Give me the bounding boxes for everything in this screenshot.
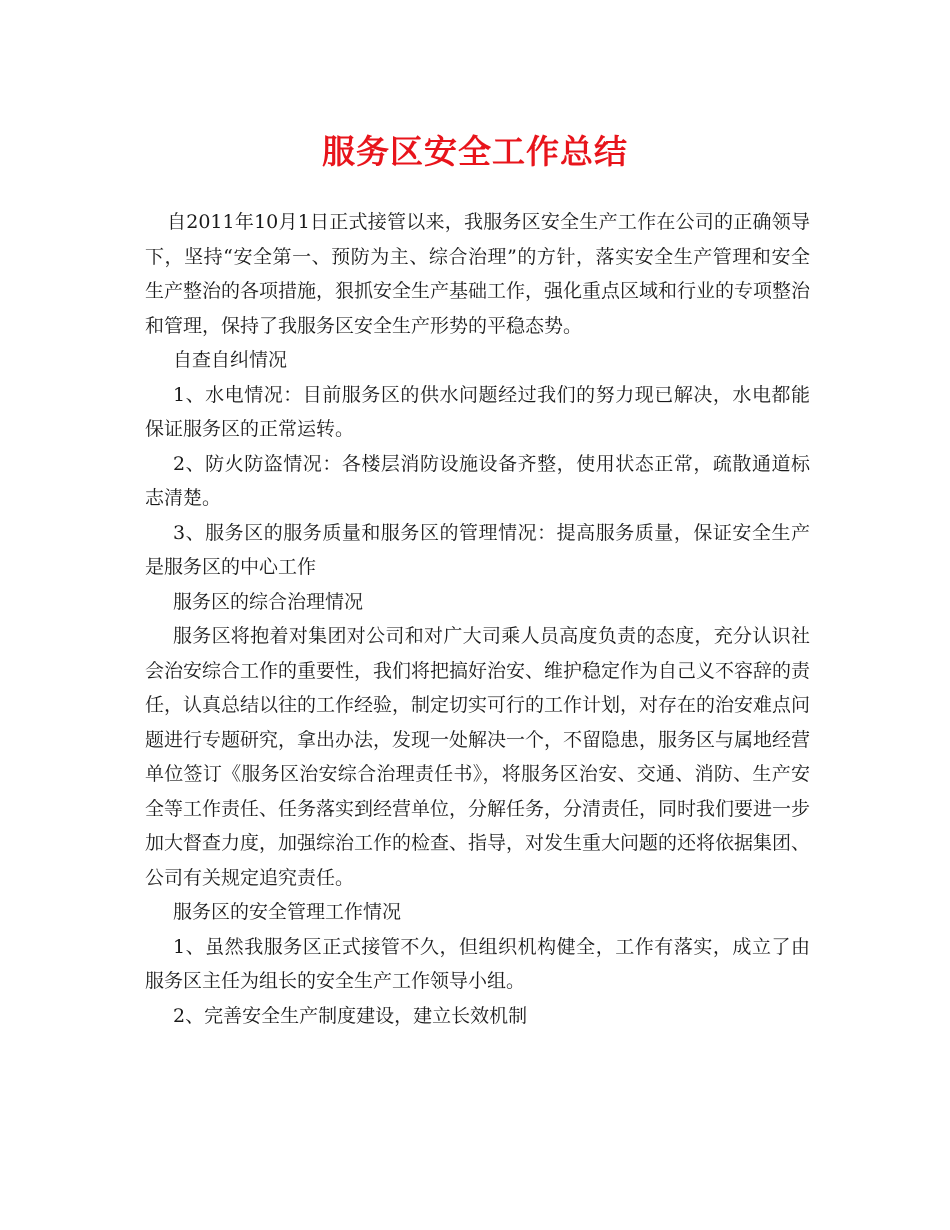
- paragraph-fire-theft: 2、防火防盗情况：各楼层消防设施设备齐整，使用状态正常，疏散通道标志清楚。: [145, 452, 810, 509]
- paragraph-governance-detail: 服务区将抱着对集团对公司和对广大司乘人员高度负责的态度，充分认识社会治安综合工作的重要性，我们将把搞好治安、维护稳定作为自己义不容辞的责任，认真总结以往的工作经验，制定切实可行的工作计划，对存在的治安难点问题进行专题研究，拿出办法，发现一处解决一个，不留隐患，服务区与属地经营单位签订《服务区治安综合治理责任书》，将服务区治安、交通、消防、生产安全等工作责任、任务落实到经营单位，分解任务，分清责任，同时我们要进一步加大督查力度，加强综治工作的检查、指导，对发生重大问题的还将依据集团、公司有关规定追究责任。: [145, 625, 811, 889]
- section-heading-safety-management: 服务区的安全管理工作情况: [173, 901, 402, 923]
- paragraph-system-building: 2、完善安全生产制度建设，建立长效机制: [173, 1004, 528, 1027]
- section-heading-self-inspection: 自查自纠情况: [173, 349, 288, 371]
- section-heading-comprehensive-governance: 服务区的综合治理情况: [173, 590, 364, 613]
- document-title: 服务区安全工作总结: [322, 132, 628, 171]
- paragraph-service-quality: 3、服务区的服务质量和服务区的管理情况：提高服务质量，保证安全生产是服务区的中心工作: [145, 521, 810, 578]
- paragraph-water-electricity: 1、水电情况：目前服务区的供水问题经过我们的努力现已解决，水电都能保证服务区的正常运转。: [145, 383, 810, 440]
- paragraph-intro: 自2011年10月1日正式接管以来，我服务区安全生产工作在公司的正确领导下，坚持“安全第一、预防为主、综合治理”的方针，落实安全生产管理和安全生产整治的各项措施，狠抓安全生产基础工作，强化重点区域和行业的专项整治和管理，保持了我服务区安全生产形势的平稳态势。: [145, 211, 811, 337]
- document-body: [145, 205, 810, 1033]
- paragraph-organization: 1、虽然我服务区正式接管不久，但组织机构健全，工作有落实，成立了由服务区主任为组长的安全生产工作领导小组。: [145, 935, 810, 992]
